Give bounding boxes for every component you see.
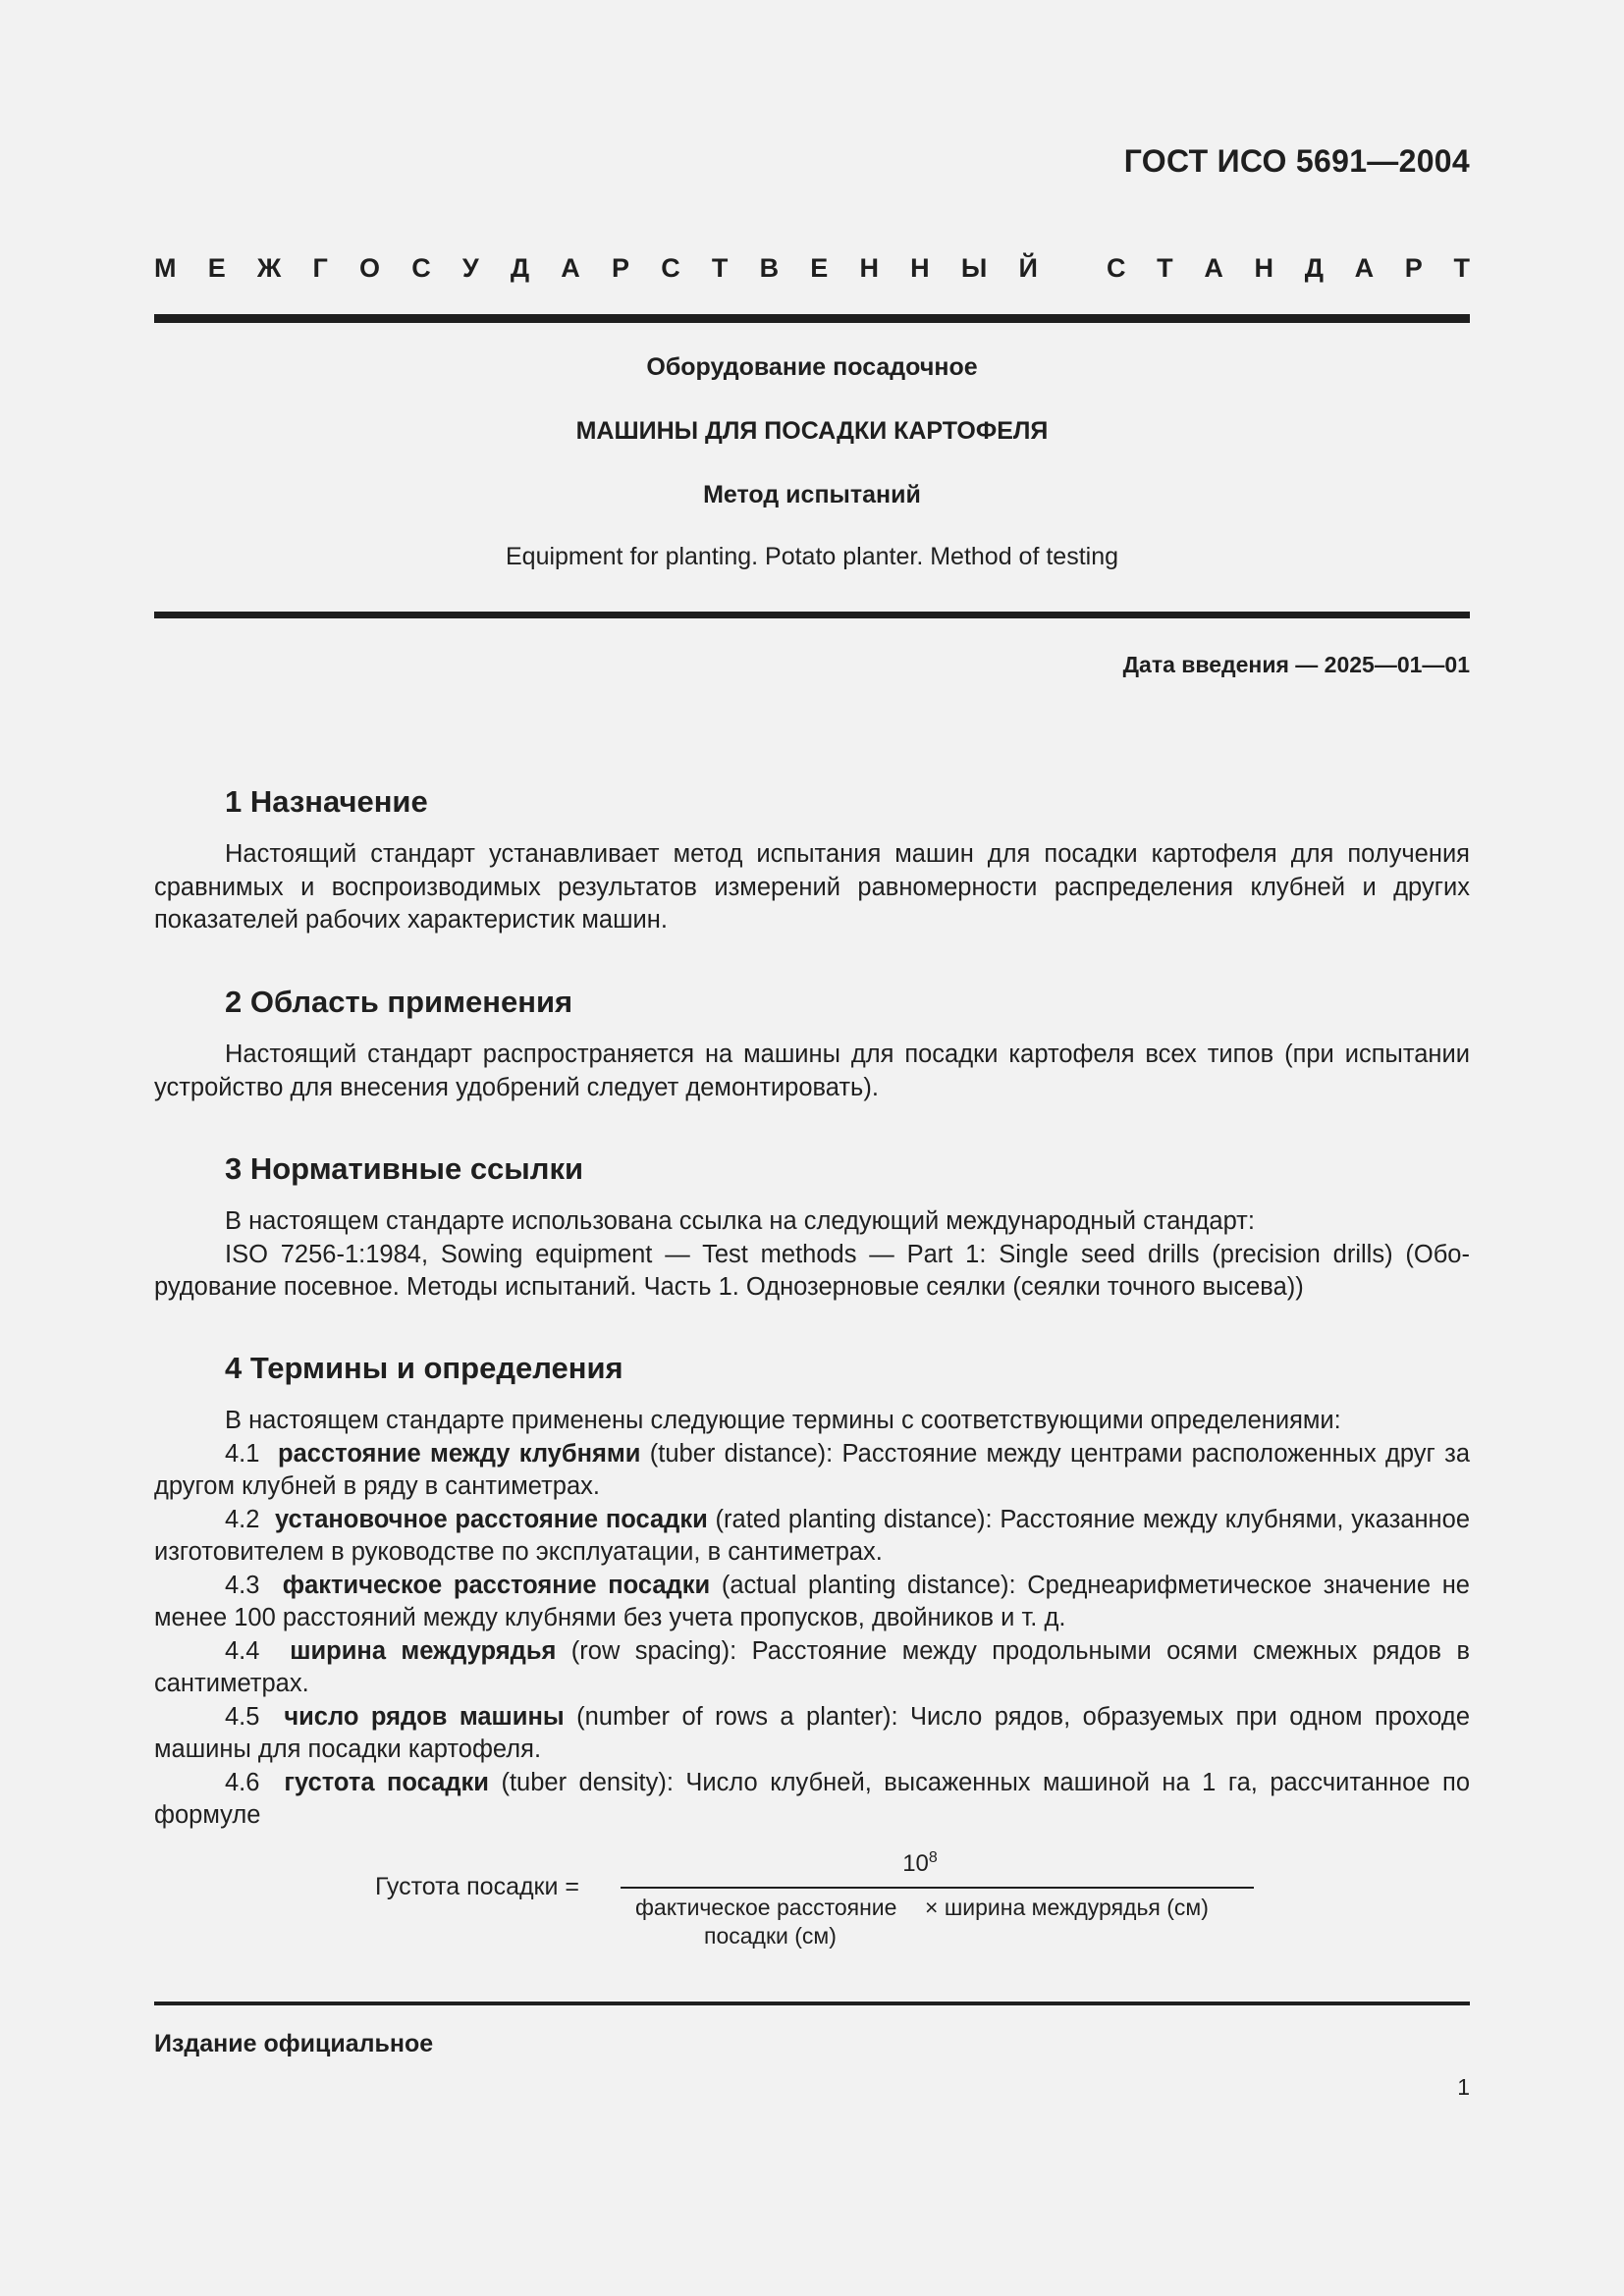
section-heading: 4 Термины и определения (225, 1351, 623, 1385)
header-rule-bottom (154, 612, 1470, 618)
banner-letter: Ы (960, 252, 988, 283)
formula-denominator-part-3: посадки (см) (704, 1923, 837, 1949)
banner-letter: Й (1018, 252, 1038, 283)
term-text: Число рядов, образуемых при одном проходе машины для посадки картофеля. (154, 1702, 1470, 1763)
section-3 (154, 1149, 1470, 1305)
term-name: густота посадки (284, 1768, 489, 1796)
banner-letter: С (411, 252, 431, 283)
banner-letter: Т (711, 252, 729, 283)
title-line-3: Метод испытаний (703, 481, 921, 508)
banner-letter: В (759, 252, 780, 283)
term-name: ширина междурядья (290, 1636, 557, 1665)
banner-letter: Е (207, 252, 226, 283)
section-paragraph: В настоящем стандарте использована ссылка на следующий международный стандарт: (225, 1207, 1255, 1235)
formula-denominator-part-1: фактическое расстояние (635, 1895, 897, 1920)
section-1 (154, 782, 1470, 937)
banner-letter: Н (859, 252, 879, 283)
term-definition (154, 1438, 1470, 1504)
banner-letter: Н (1254, 252, 1274, 283)
banner-word-standard (1107, 253, 1470, 284)
term-english: (rated planting distance): (715, 1505, 993, 1533)
banner-letter: Г (312, 252, 328, 283)
banner-letter: А (1354, 252, 1375, 283)
section-paragraph: Настоящий стандарт устанавливает метод испытания машин для посадки картофеля для получения сравнимых и воспроизводимых результатов измерений равномерности распределения клубней и других показателей рабочих характеристик машин. (154, 840, 1470, 934)
section-paragraph: Настоящий стандарт распространяется на машины для посадки картофеля всех типов (при испытании устройство для внесения удобрений следует демонтировать). (154, 1041, 1470, 1101)
banner-letter: Р (1404, 252, 1423, 283)
banner-letter: У (461, 252, 479, 283)
section-heading: 2 Область применения (225, 985, 573, 1019)
formula-numerator-base: 10 (902, 1850, 929, 1877)
tuber-density-formula (375, 1849, 1377, 1957)
term-english: (actual planting distance): (721, 1571, 1016, 1599)
fraction-bar (621, 1887, 1254, 1889)
formula-denominator-part-2: × ширина междурядья (см) (925, 1895, 1209, 1920)
term-number: 4.3 (225, 1571, 260, 1599)
title-line-1: Оборудование посадочное (646, 353, 978, 381)
term-text: Расстояние между продольными осями смежных рядов в сантиметрах. (154, 1636, 1470, 1697)
footer-rule (154, 2002, 1470, 2005)
title-english: Equipment for planting. Potato planter. Method of testing (505, 543, 1118, 570)
banner-letter: Е (810, 252, 829, 283)
banner-letter: Т (1157, 252, 1173, 283)
term-definition (154, 1570, 1470, 1635)
section-heading: 3 Нормативные ссылки (225, 1151, 584, 1186)
banner-letter: Т (1453, 252, 1470, 283)
banner-letter: Н (910, 252, 930, 283)
banner-letter: С (1107, 252, 1126, 283)
section-4 (154, 1349, 1470, 1833)
term-text: Среднеарифметическое значение не менее 100 расстояний между клубнями без учета пропусков, двойников и т. д. (154, 1571, 1470, 1631)
banner-letter: М (154, 252, 177, 283)
banner-letter: А (561, 252, 580, 283)
banner-letter: Р (611, 252, 629, 283)
official-edition-label: Издание официальное (154, 2030, 434, 2057)
term-definition (154, 1701, 1470, 1767)
introduction-date: Дата введения — 2025—01—01 (1122, 652, 1470, 677)
header-rule-top (154, 314, 1470, 323)
banner-word-interstate (154, 253, 1038, 284)
title-line-2: МАШИНЫ ДЛЯ ПОСАДКИ КАРТОФЕЛЯ (575, 417, 1049, 445)
banner-letter: Д (510, 252, 530, 283)
section-paragraph: ISO 7256-1:1984, Sowing equipment — Test methods — Part 1: Single seed drills (precision drills) (Оборудование посевное. Методы испытаний. Часть 1. Однозерновые сеялки (сеялки точного высева)) (154, 1240, 1470, 1301)
term-number: 4.6 (225, 1768, 260, 1796)
term-english: (tuber density): (501, 1768, 674, 1796)
term-number: 4.4 (225, 1636, 260, 1665)
term-text: Число клубней, высаженных машиной на 1 га, рассчитанное по формуле (154, 1768, 1470, 1829)
section-heading: 1 Назначение (225, 784, 428, 819)
section-2 (154, 983, 1470, 1104)
term-english: (row spacing): (570, 1636, 737, 1665)
term-definition (154, 1635, 1470, 1701)
banner-letter: С (661, 252, 680, 283)
section-paragraph: В настоящем стандарте применены следующие термины с соответствующими определениями: (225, 1407, 1341, 1434)
document-page (154, 0, 1470, 2296)
banner-letter: О (358, 252, 380, 283)
term-text: Расстояние между центрами расположенных друг за другом клубней в ряду в сантиметрах. (154, 1439, 1471, 1500)
term-name: число рядов машины (284, 1702, 565, 1731)
banner-letter: Д (1304, 252, 1324, 283)
banner-letter: А (1204, 252, 1223, 283)
term-definition (154, 1767, 1470, 1833)
document-code: ГОСТ ИСО 5691—2004 (1123, 143, 1470, 179)
term-text: Расстояние между клубнями, указанное изготовителем в руководстве по эксплуатации, в сантиметрах. (154, 1505, 1470, 1566)
term-name: расстояние между клубнями (278, 1439, 641, 1468)
term-number: 4.2 (225, 1505, 260, 1533)
formula-numerator-exponent: 8 (928, 1849, 938, 1866)
term-english: (tuber distance): (649, 1439, 834, 1468)
formula-numerator (846, 1849, 994, 1878)
formula-lhs: Густота посадки = (375, 1873, 580, 1900)
standard-banner (154, 251, 1470, 285)
term-name: установочное расстояние посадки (275, 1505, 708, 1533)
term-number: 4.1 (225, 1439, 260, 1468)
term-name: фактическое расстояние посадки (282, 1571, 711, 1599)
page-number: 1 (1457, 2074, 1470, 2100)
term-english: (number of rows a planter): (576, 1702, 898, 1731)
term-number: 4.5 (225, 1702, 260, 1731)
term-definition (154, 1504, 1470, 1570)
banner-letter: Ж (256, 252, 282, 283)
